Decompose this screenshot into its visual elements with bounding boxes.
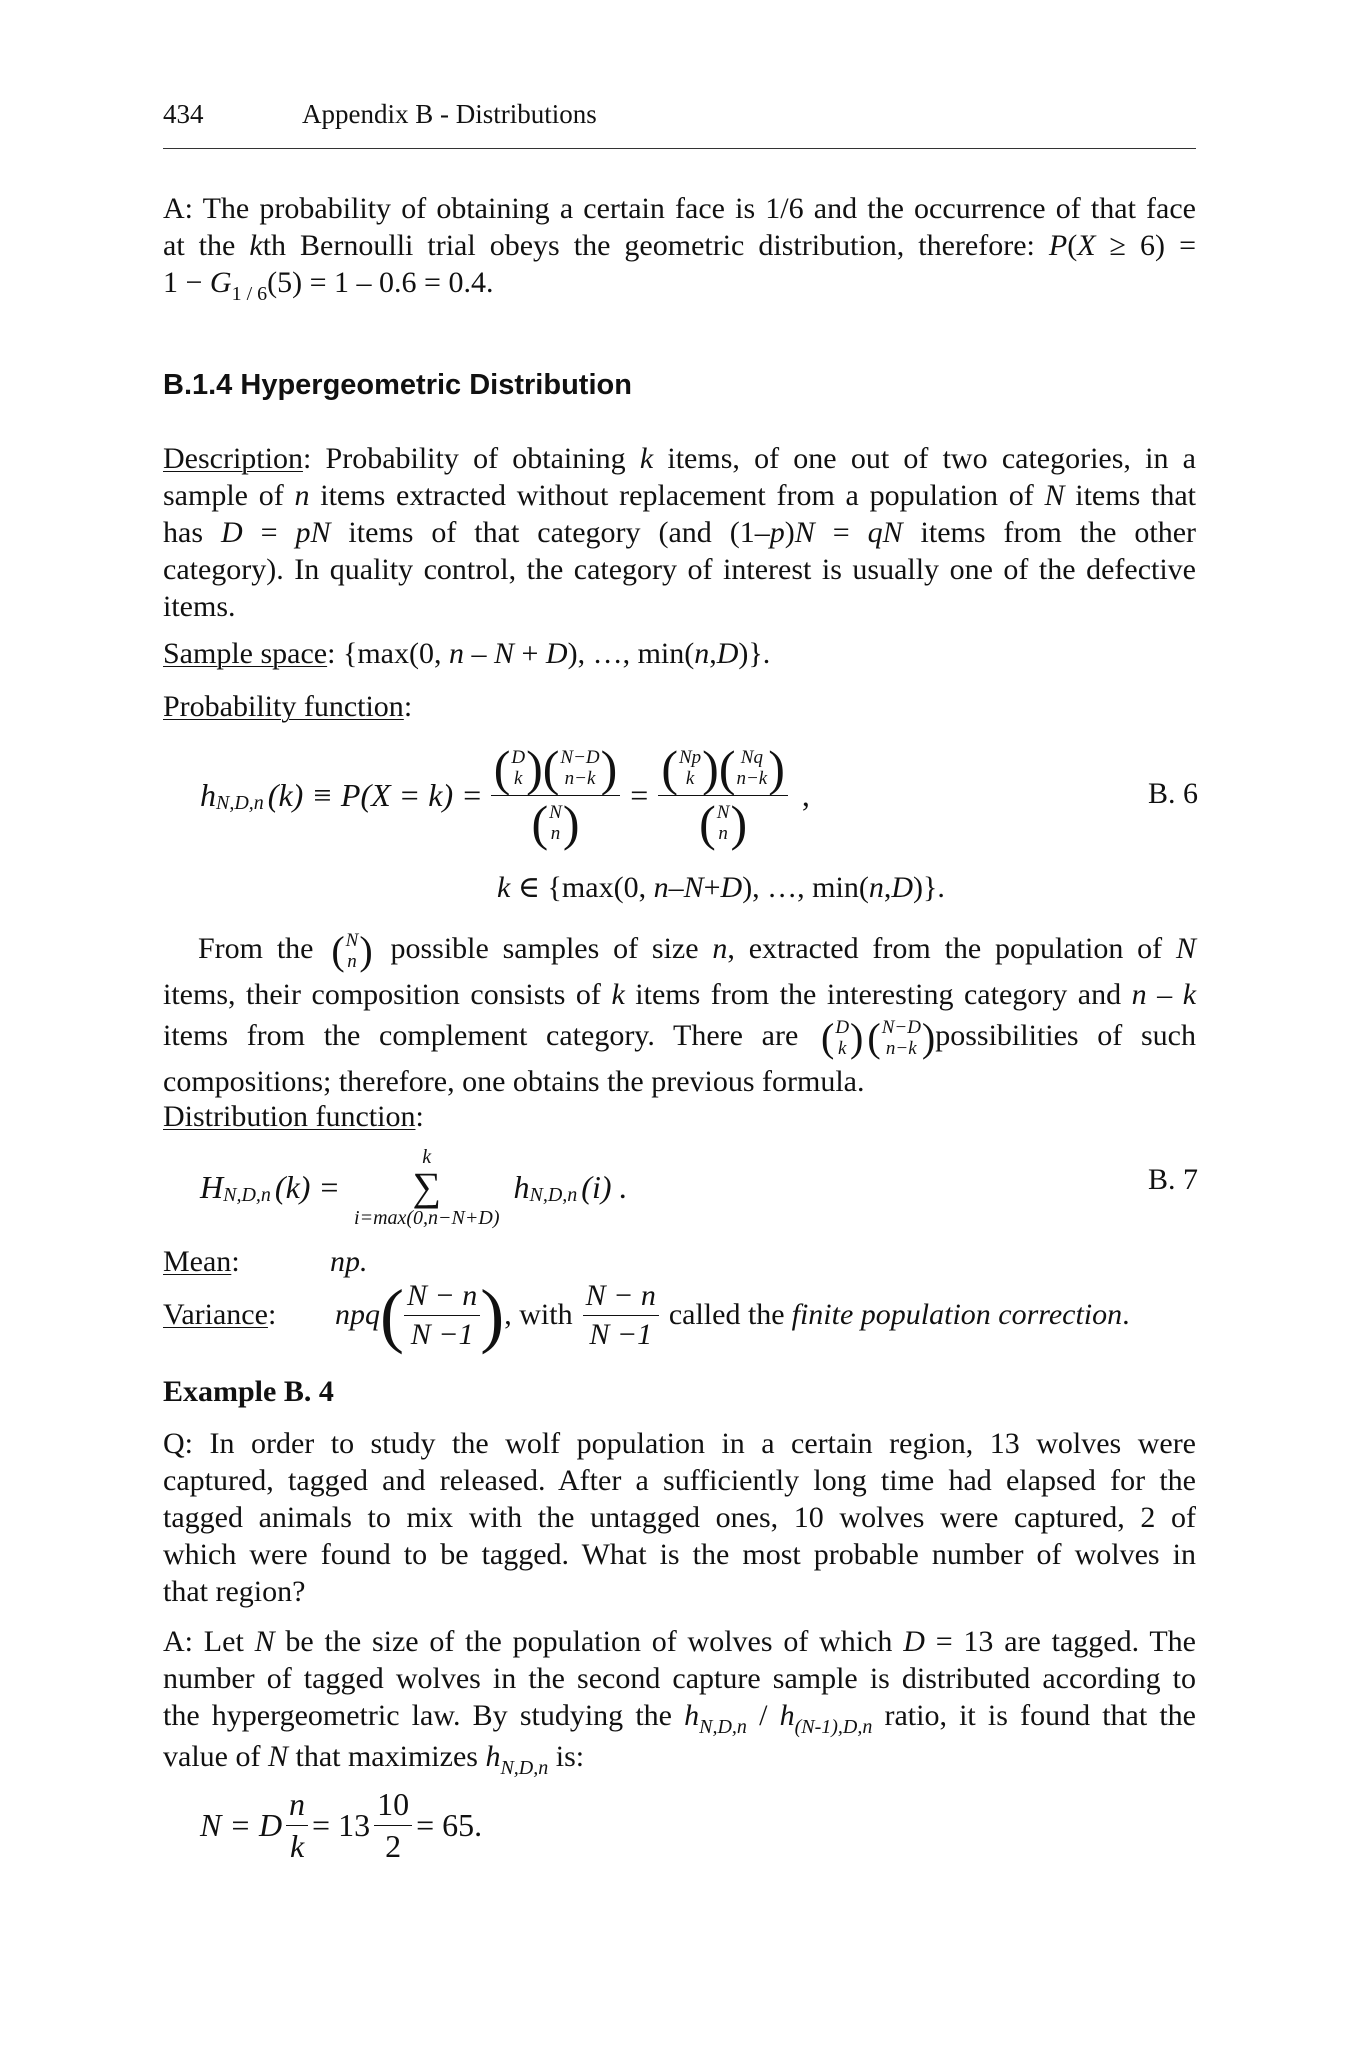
equation-number-b7: B. 7: [1147, 1163, 1198, 1196]
distribution-function-formula: H N,D,n (k) = k ∑ i=max(0,n−N+D) h N,D,n (i) .: [200, 1145, 628, 1229]
page-number: 434: [163, 99, 204, 129]
section-title: B.1.4 Hypergeometric Distribution: [163, 369, 632, 401]
explanation-paragraph: From the ( N n ) possible samples of size n, extracted from the population of N items, their composition consists of k items from the interesting category and n – k items from the complement category. There are ( D k ) ( N−D n−k ) possibilities of such compositions; therefore, one obtains the previous formula.: [163, 928, 1197, 1098]
binomial-fraction-2: ( Np k ) ( Nq n−k ) ( N n ): [658, 743, 788, 848]
summation-sign: k ∑ i=max(0,n−N+D): [354, 1145, 500, 1229]
example-title: Example B. 4: [163, 1375, 334, 1408]
binomial-fraction-1: ( D k ) ( N−D n−k ) ( N n ): [491, 743, 621, 848]
intro-answer: A: The probability of obtaining a certain face is 1/6 and the occurrence of that face at the kth Bernoulli trial obeys the geometric distribution, therefore: P(X ≥ 6) = $1 - G_{1 / 6}(5) = 1 - 0.6 = 0.4$.: [163, 192, 1196, 305]
distribution-function-heading: Distribution function:: [163, 1100, 424, 1133]
result-formula: N = D $\frac{n}{k}$ = 13 $\frac{10}{2}$ = 65.: [200, 1785, 483, 1864]
probability-function-heading: Probability function:: [163, 690, 413, 723]
description-label: Description: [163, 442, 303, 475]
equation-number-b6: B. 6: [1147, 777, 1198, 810]
header-rule: [163, 148, 1196, 149]
sample-space: Sample space: {max(0, n – N + D), …, min(n,D)}.: [163, 637, 771, 670]
probability-function-formula: h N,D,n (k) ≡ P(X = k) = ( D k ) ( N−D n−k ) ( N n ) = ( Np k ) ( Nq n−k ) ( N n ) ,: [200, 739, 810, 851]
example-question: Q: In order to study the wolf population in a certain region, 13 wolves were captured, tagged and released. After a sufficiently long time had elapsed for the tagged animals to mix with the untagged ones, 10 wolves were captured, 2 of which were found to be tagged. What is the most probable number of wolves in that region?: [163, 1427, 1196, 1608]
description-paragraph: Description: Probability of obtaining k items, of one out of two categories, in a sample of n items extracted without replacement from a population of N items that has D = pN items of that category (and (1–p)N = qN items from the other category). In quality control, the category of interest is usually one of the defective items.: [163, 442, 1197, 623]
running-title: Appendix B - Distributions: [302, 99, 597, 129]
variance-line: Variance:: [163, 1298, 277, 1331]
mean-line: Mean: np.: [163, 1245, 368, 1278]
probability-domain: k ∈ {max(0, n–N+D), …, min(n,D)}.: [497, 871, 945, 904]
variance-formula: npq ( $\frac{N - n}{N -1}$ ) , with $\frac{N - n}{N -1}$ called the finite population correction .: [335, 1275, 1130, 1355]
sample-space-label: Sample space: [163, 637, 328, 670]
example-answer: A: Let N be the size of the population of wolves of which D = 13 are tagged. The number of tagged wolves in the second capture sample is distributed according to the hypergeometric law. By studying the $h_{N,D,n} / h_{(N-1),D,n}$ ratio, it is found that the value of N that maximizes $h_{N,D,n}$ is:: [163, 1625, 1196, 1779]
